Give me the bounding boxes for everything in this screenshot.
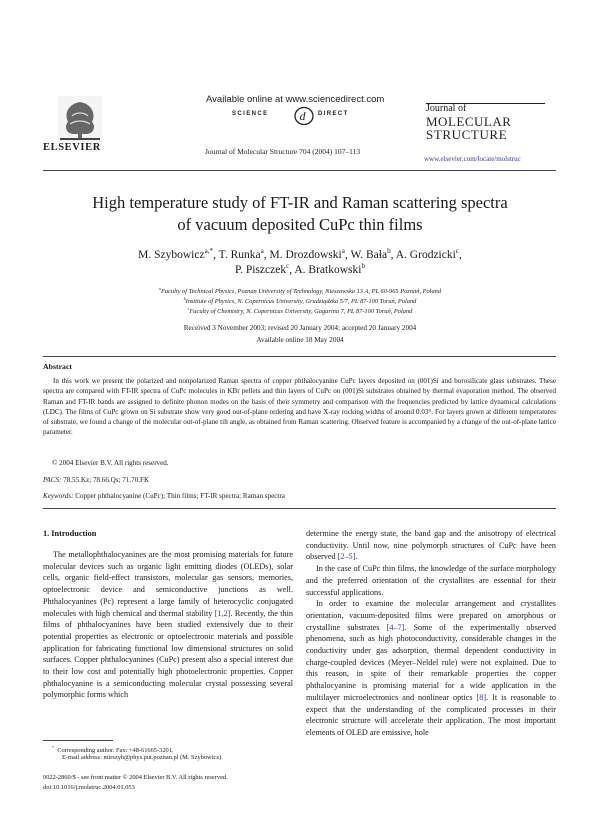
elsevier-tree-logo — [58, 96, 102, 142]
footnote-corresponding-author: * Corresponding author. Fax: +48-61665-3201. — [52, 745, 174, 755]
article-title-line1: High temperature study of FT-IR and Raman scattering spectra — [92, 193, 508, 212]
author-list-line1: M. Szybowicz$^{a,*}$, T. Runka$^a$, M. Drozdowski$^a$, W. Bała$^b$, A. Grodzicki$^c$, — [138, 247, 462, 261]
journal-url-link[interactable]: www.elsevier.com/locate/molstruc — [424, 155, 521, 163]
footnote-email: E-mail address: mirszyb@phys.put.poznan.pl (M. Szybowicz). — [62, 754, 223, 761]
abstract-bottom-divider — [43, 508, 556, 509]
journal-logo-line3: STRUCTURE — [426, 127, 508, 142]
citation-link[interactable]: [1,2] — [214, 608, 231, 618]
right-column-text — [306, 528, 556, 739]
journal-logo-line2: MOLECULAR — [426, 114, 512, 129]
left-column-text: The metallophthalocyanines are the most promising materials for future molecular devices such as organic light emitting diodes (OLEDs), solar cells, organic field-effect transistors, molecular gas sensors, memories, optoelectronic device and semiconductive junctions as well. Phthalocyanines (Pc) represent a large family of heterocyclic conjugated molecules with high chemical and thermal stability [1,2]. Recently, the thin films of phthalocyanines have been studied extensively due to their potential properties as electronic or optoelectronic materials and possible application for fabricating functional low dimensional structures on solid surfaces. Copper phthalocyanines (CuPc) present also a special interest due to their low cost and potentially high photoelectronic properties. Copper phthalocyanine is a semiconducting molecular crystal possessing several polymorphic forms which — [43, 550, 293, 700]
abstract-copyright: © 2004 Elsevier B.V. All rights reserved. — [52, 459, 169, 467]
section-heading: 1. Introduction — [43, 529, 97, 538]
affiliation-c: $^c$Faculty of Chemistry, N. Copernicus University, Gagarina 7, PL 87-100 Toruń, Poland — [187, 306, 413, 316]
journal-logo-line1: Journal of — [426, 103, 467, 114]
article-title-line2: of vacuum deposited CuPc thin films — [177, 215, 423, 234]
journal-citation: Journal of Molecular Structure 704 (2004) 107–113 — [205, 147, 361, 156]
doi-line[interactable]: doi:10.1016/j.molstruc.2004.01.053 — [43, 784, 135, 791]
sciencedirect-logo-left: SCIENCE — [232, 111, 269, 117]
pacs-codes: PACS: 78.55.Kz; 78.66.Qs; 71.70.FK — [43, 476, 150, 484]
publisher-name: ELSEVIER — [43, 142, 101, 153]
paragraph: In the case of CuPc thin films, the knowledge of the surface morphology and the preferred orientation of the crystallites are essential for their successful applications. — [306, 564, 556, 597]
svg-text:d: d — [299, 109, 306, 123]
abstract-text: In this work we present the polarized and nonpolarized Raman spectra of copper phthalocyanine CuPc layers deposited on (001)Si and borosilicate glass substrates. These spectra are compared with FT-IR spectra of CuPc molecules in KBr pellets and thin layers of CuPc on (001)Si substrates obtained by thermal evaporation method. The observed Raman and FT-IR bands are assigned to definite phonon modes on the basis of their symmetry and comparison with the frequencies predicted by lattice dynamical calculations (LDC). The films of CuPc grown on Si substrate show very good out-of-plane ordering and have X-ray rocking widths of around 0.03°. For layers grown at different temperatures of substrate, we found a change of the molecular out-of-plane tilt angle, as obtained from Raman scattering. Observed feature is accompanied by a change of the out-of-plane lattice parameter. — [43, 377, 556, 437]
issn-line: 0022-2860/$ - see front matter © 2004 Elsevier B.V. All rights reserved. — [43, 774, 228, 781]
paragraph: determine the energy state, the band gap and the anisotropy of electrical conductivity. Until now, nine polymorph structures of CuPc have been observed [2–5]. — [306, 529, 556, 562]
available-online-text: Available online at www.sciencedirect.com — [206, 94, 385, 105]
affiliation-b: $^b$Institute of Physics, N. Copernicus University, Grudziądzka 5/7, PL 87-100 Toruń, Poland — [183, 296, 417, 306]
footnote-divider — [43, 740, 113, 741]
paragraph: In order to examine the molecular arrangement and crystallites orientation, vacuum-deposited films were prepared on amorphous or crystalline substrates [4–7]. Some of the experimentally observed phenomena, such as high photoconductivity, considerable changes in the conductivity under gas adsorption, thermal dependent conductivity in charge-coupled devices (Meyer–Neldel rule) were not explained. Due to this reason, in spite of their remarkable properties the copper phthalocyanine is promising material for a wide application in the multilayer microelectronics and nonlinear optics [8]. It is reasonable to expect that the understanding of the complicated processes in their electronic structure will accelerate their application. The most important elements of OLED are emissive, hole — [306, 599, 556, 737]
received-dates: Received 3 November 2003; revised 20 January 2004; accepted 20 January 2004 — [183, 324, 417, 332]
citation-link[interactable]: [2–5] — [337, 552, 356, 562]
available-online-date: Available online 18 May 2004 — [256, 336, 344, 344]
keywords: Keywords: Copper phthalocyanine (CuPc); Thin films; FT-IR spectra; Raman spectra — [43, 492, 285, 500]
affiliation-a: $^a$Faculty of Technical Physics, Poznan University of Technology, Nieszawska 13 A, PL 60-965 Poznań, Poland — [158, 286, 442, 296]
abstract-top-divider — [43, 356, 556, 357]
sciencedirect-logo-right: DIRECT — [318, 111, 349, 117]
citation-link[interactable]: [8] — [476, 692, 487, 702]
citation-link[interactable]: [4–7] — [386, 622, 405, 632]
abstract-heading: Abstract — [43, 362, 73, 371]
header-divider — [43, 170, 556, 171]
author-list-line2: P. Piszczek$^c$, A. Bratkowski$^b$ — [234, 262, 366, 276]
